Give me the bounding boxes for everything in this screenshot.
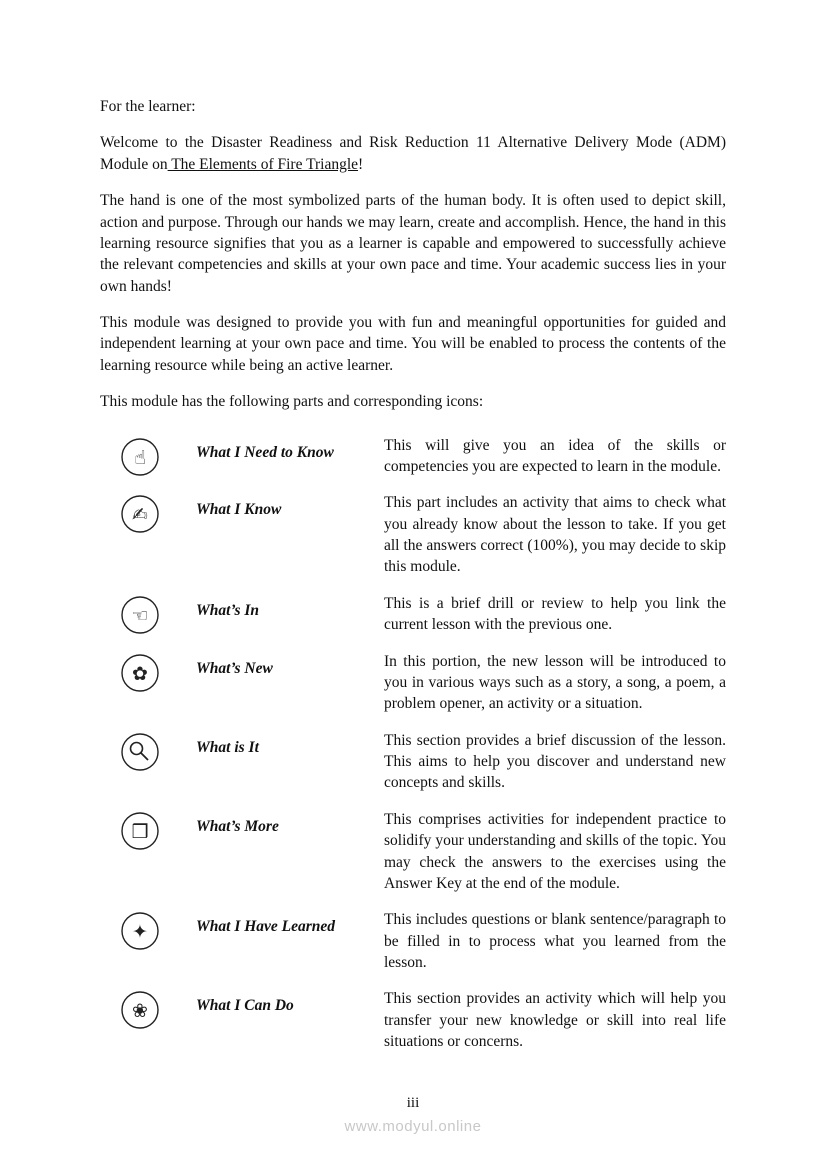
legend-row-what-i-can-do <box>100 988 726 1052</box>
legend-description: This comprises activities for independent practice to solidify your understanding and skills of the topic. You may check the answers to the exercises using the Answer Key at the end of the module. <box>384 810 726 892</box>
legend-label: What’s More <box>196 817 279 835</box>
hand-paragraph: The hand is one of the most symbolized parts of the human body. It is often used to depict skill, action and purpose. Through our hands we may learn, create and accomplish. Hence, the hand in this learning resource signifies that you as a learner is capable and empowered to successfully achieve the relevant competencies and skills at your own pace and time. Your academic success lies in your own hands! <box>100 192 726 295</box>
legend-row-what-i-have-learned <box>100 909 726 973</box>
legend-row-what-is-it <box>100 730 726 794</box>
legend-description: This section provides an activity which will help you transfer your new knowledge or skill into real life situations or concerns. <box>384 990 726 1051</box>
lightbulb-hand-icon <box>120 911 160 951</box>
module-title-underlined: The Elements of Fire Triangle <box>167 155 359 173</box>
legend-label: What I Need to Know <box>196 443 334 461</box>
hands-link-icon <box>120 595 160 635</box>
legend-row-what-i-know <box>100 492 726 578</box>
legend-description: This will give you an idea of the skills or competencies you are expected to learn in the module. <box>384 436 726 475</box>
legend-description: This includes questions or blank sentence/paragraph to be filled in to process what you learned from the lesson. <box>384 911 726 971</box>
legend-description: This is a brief drill or review to help you link the current lesson with the previous one. <box>384 594 726 634</box>
legend-label: What’s In <box>196 601 260 619</box>
legend-row-whats-more <box>100 809 726 895</box>
hand-leaf-icon <box>120 653 160 693</box>
legend-label: What I Can Do <box>196 997 294 1015</box>
legend-label: What’s New <box>196 659 273 677</box>
svg-text:✿: ✿ <box>132 662 148 685</box>
module-design-paragraph: This module was designed to provide you with fun and meaningful opportunities for guided and independent learning at your own pace and time. You will be enabled to process the contents of the learning resource while being an active learner. <box>100 314 726 374</box>
svg-text:☝: ☝ <box>134 446 146 469</box>
legend-description: In this portion, the new lesson will be introduced to you in various ways such as a story, a song, a poem, a problem opener, an activity or a situation. <box>384 652 726 713</box>
legend-description: This section provides a brief discussion of the lesson. This aims to help you discover and understand new concepts and skills. <box>384 731 726 792</box>
hand-touch-icon <box>120 437 160 477</box>
legend-row-whats-in <box>100 593 726 636</box>
hand-blocks-icon <box>120 811 160 851</box>
svg-text:☜: ☜ <box>131 604 149 627</box>
watermark-text: www.modyul.online <box>344 1118 482 1135</box>
welcome-suffix: ! <box>358 155 364 173</box>
svg-text:✦: ✦ <box>132 921 148 944</box>
legend-label: What I Have Learned <box>196 918 336 936</box>
welcome-paragraph <box>100 132 726 175</box>
svg-text:❒: ❒ <box>131 820 149 843</box>
legend-label: What is It <box>196 738 259 756</box>
page-footer <box>0 1095 826 1135</box>
legend-description: This part includes an activity that aims to check what you already know about the lesson to take. If you get all the answers correct (100%), you may decide to skip this module. <box>384 494 726 576</box>
svg-text:❀: ❀ <box>132 1000 148 1023</box>
page-content <box>100 96 726 1068</box>
svg-text:✍: ✍ <box>132 504 148 527</box>
legend-row-what-i-need-to-know <box>100 435 726 478</box>
hand-writing-icon <box>120 494 160 534</box>
welcome-prefix: Welcome to the Disaster Readiness and Risk Reduction 11 Alternative Delivery Mode (ADM) Module on <box>100 134 726 173</box>
legend-row-whats-new <box>100 651 726 715</box>
magnifying-glass-icon <box>120 732 160 772</box>
salutation: For the learner: <box>100 98 196 115</box>
hand-flower-icon <box>120 990 160 1030</box>
parts-intro: This module has the following parts and corresponding icons: <box>100 393 484 411</box>
page-number: iii <box>406 1095 420 1111</box>
icon-legend-table <box>100 435 726 1053</box>
legend-label: What I Know <box>196 501 282 519</box>
